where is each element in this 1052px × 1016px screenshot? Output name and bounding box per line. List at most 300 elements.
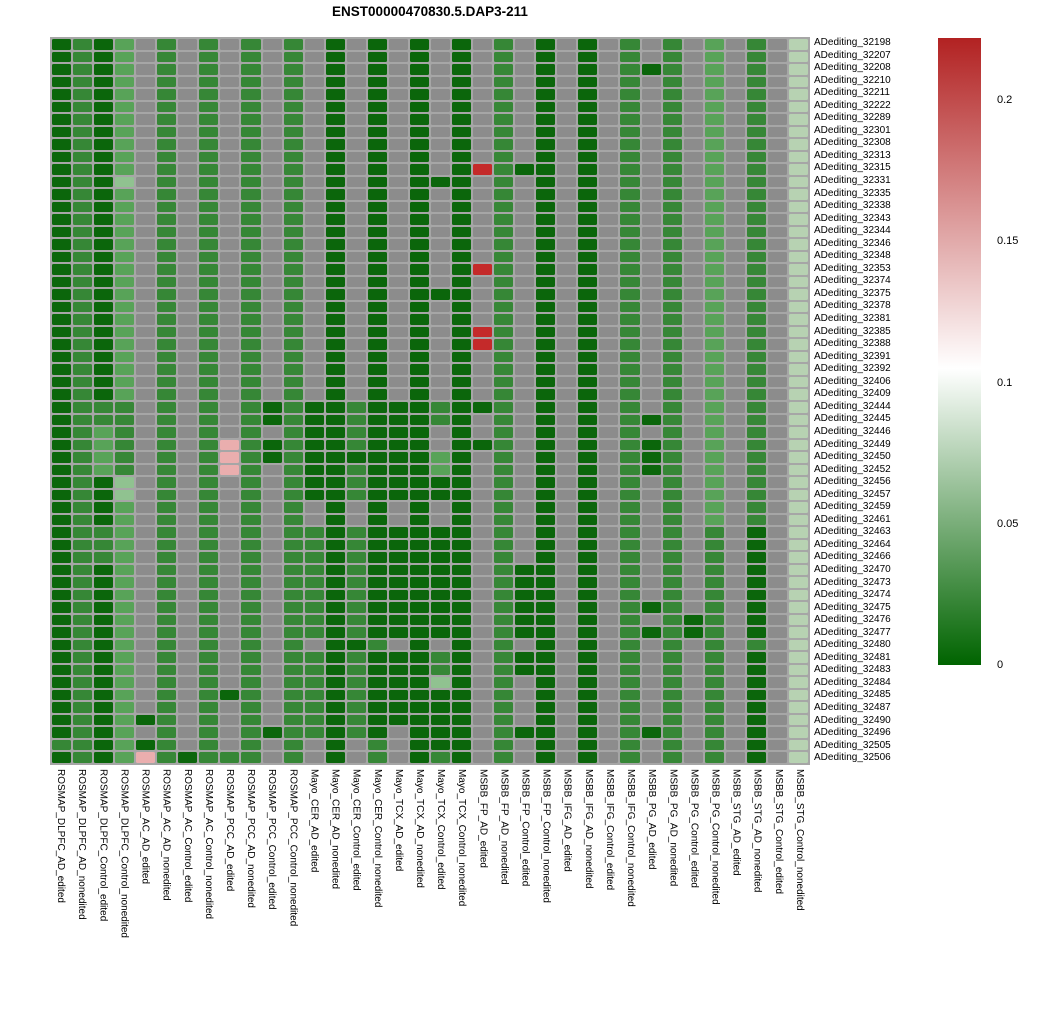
heatmap-cell: [136, 477, 155, 488]
heatmap-cell: [389, 214, 408, 225]
heatmap-cell: [536, 364, 555, 375]
heatmap-cell: [578, 690, 597, 701]
heatmap-cell: [515, 665, 534, 676]
heatmap-cell: [642, 502, 661, 513]
row-label: ADediting_32449: [814, 438, 891, 450]
heatmap-cell: [389, 77, 408, 88]
heatmap-cell: [52, 77, 71, 88]
row-label: ADediting_32481: [814, 651, 891, 663]
heatmap-cell: [663, 677, 682, 688]
heatmap-cell: [473, 364, 492, 375]
heatmap-cell: [620, 227, 639, 238]
heatmap-cell: [663, 627, 682, 638]
row-label: ADediting_32315: [814, 162, 891, 174]
heatmap-cell: [326, 389, 345, 400]
heatmap-cell: [178, 202, 197, 213]
heatmap-cell: [431, 114, 450, 125]
heatmap-cell: [684, 590, 703, 601]
heatmap-cell: [663, 352, 682, 363]
heatmap-cell: [241, 252, 260, 263]
heatmap-cell: [220, 752, 239, 763]
heatmap-cell: [663, 640, 682, 651]
heatmap-cell: [263, 402, 282, 413]
heatmap-cell: [515, 314, 534, 325]
heatmap-cell: [431, 377, 450, 388]
heatmap-cell: [94, 502, 113, 513]
heatmap-cell: [136, 77, 155, 88]
heatmap-cell: [326, 702, 345, 713]
heatmap-cell: [347, 402, 366, 413]
heatmap-cell: [347, 352, 366, 363]
heatmap-cell: [642, 590, 661, 601]
heatmap-cell: [73, 615, 92, 626]
heatmap-cell: [663, 252, 682, 263]
heatmap-cell: [220, 352, 239, 363]
heatmap-cell: [389, 452, 408, 463]
heatmap-cell: [52, 502, 71, 513]
heatmap-cell: [368, 139, 387, 150]
heatmap-cell: [115, 652, 134, 663]
heatmap-cell: [536, 415, 555, 426]
heatmap-cell: [789, 652, 808, 663]
heatmap-cell: [705, 227, 724, 238]
heatmap-cell: [389, 590, 408, 601]
heatmap-cell: [199, 264, 218, 275]
heatmap-cell: [768, 389, 787, 400]
heatmap-cell: [515, 565, 534, 576]
heatmap-cell: [578, 502, 597, 513]
heatmap-cell: [52, 114, 71, 125]
heatmap-cell: [220, 490, 239, 501]
heatmap-cell: [642, 452, 661, 463]
heatmap-cell: [705, 264, 724, 275]
heatmap-cell: [241, 239, 260, 250]
heatmap-cell: [494, 202, 513, 213]
heatmap-cell: [431, 602, 450, 613]
heatmap-cell: [684, 239, 703, 250]
heatmap-cell: [368, 302, 387, 313]
heatmap-cell: [284, 77, 303, 88]
heatmap-cell: [747, 602, 766, 613]
heatmap-cell: [515, 239, 534, 250]
heatmap-cell: [620, 652, 639, 663]
heatmap-cell: [389, 415, 408, 426]
heatmap-cell: [473, 677, 492, 688]
heatmap-cell: [73, 139, 92, 150]
heatmap-cell: [115, 627, 134, 638]
heatmap-cell: [178, 652, 197, 663]
heatmap-cell: [620, 127, 639, 138]
heatmap-cell: [515, 527, 534, 538]
heatmap-cell: [536, 690, 555, 701]
row-label: ADediting_32470: [814, 563, 891, 575]
heatmap-cell: [747, 327, 766, 338]
heatmap-cell: [663, 239, 682, 250]
heatmap-cell: [747, 527, 766, 538]
heatmap-cell: [473, 702, 492, 713]
heatmap-cell: [347, 152, 366, 163]
heatmap-cell: [178, 752, 197, 763]
heatmap-cell: [473, 64, 492, 75]
heatmap-cell: [684, 740, 703, 751]
heatmap-cell: [747, 702, 766, 713]
heatmap-cell: [241, 102, 260, 113]
heatmap-cell: [431, 715, 450, 726]
heatmap-cell: [515, 740, 534, 751]
heatmap-cell: [515, 690, 534, 701]
heatmap-cell: [620, 540, 639, 551]
heatmap-cell: [326, 652, 345, 663]
heatmap-cell: [220, 214, 239, 225]
heatmap-cell: [73, 465, 92, 476]
heatmap-cell: [115, 164, 134, 175]
heatmap-cell: [431, 752, 450, 763]
row-label: ADediting_32344: [814, 225, 891, 237]
heatmap-cell: [410, 177, 429, 188]
heatmap-cell: [705, 627, 724, 638]
heatmap-cell: [389, 364, 408, 375]
col-label: Mayo_CER_AD_nonedited: [329, 769, 341, 890]
heatmap-cell: [220, 239, 239, 250]
heatmap-cell: [473, 352, 492, 363]
heatmap-cell: [305, 177, 324, 188]
heatmap-cell: [263, 627, 282, 638]
heatmap-cell: [578, 364, 597, 375]
heatmap-cell: [136, 114, 155, 125]
heatmap-cell: [494, 527, 513, 538]
heatmap-cell: [368, 377, 387, 388]
row-label: ADediting_32335: [814, 187, 891, 199]
heatmap-cell: [789, 752, 808, 763]
heatmap-cell: [557, 377, 576, 388]
heatmap-cell: [599, 339, 618, 350]
heatmap-cell: [52, 302, 71, 313]
heatmap-cell: [178, 402, 197, 413]
heatmap-cell: [515, 64, 534, 75]
row-labels: [814, 37, 944, 765]
heatmap-cell: [557, 352, 576, 363]
heatmap-cell: [94, 490, 113, 501]
heatmap-cell: [94, 389, 113, 400]
heatmap-cell: [241, 339, 260, 350]
heatmap-cell: [642, 177, 661, 188]
heatmap-cell: [263, 652, 282, 663]
heatmap-cell: [94, 615, 113, 626]
heatmap-cell: [389, 64, 408, 75]
heatmap-cell: [115, 377, 134, 388]
heatmap-cell: [473, 502, 492, 513]
heatmap-cell: [136, 364, 155, 375]
heatmap-cell: [284, 214, 303, 225]
heatmap-cell: [557, 677, 576, 688]
heatmap-cell: [536, 652, 555, 663]
heatmap-cell: [73, 277, 92, 288]
heatmap-cell: [789, 339, 808, 350]
heatmap-cell: [284, 502, 303, 513]
heatmap-cell: [557, 540, 576, 551]
heatmap-cell: [389, 727, 408, 738]
heatmap-cell: [220, 139, 239, 150]
heatmap-cell: [73, 640, 92, 651]
heatmap-cell: [536, 239, 555, 250]
heatmap-cell: [663, 139, 682, 150]
heatmap-cell: [747, 427, 766, 438]
heatmap-cell: [452, 239, 471, 250]
heatmap-cell: [663, 77, 682, 88]
heatmap-cell: [515, 177, 534, 188]
heatmap-cell: [620, 452, 639, 463]
heatmap-cell: [305, 652, 324, 663]
heatmap-cell: [347, 415, 366, 426]
heatmap-cell: [642, 277, 661, 288]
heatmap-cell: [326, 665, 345, 676]
row-label: ADediting_32487: [814, 701, 891, 713]
heatmap-cell: [94, 89, 113, 100]
heatmap-cell: [389, 139, 408, 150]
heatmap-cell: [199, 289, 218, 300]
heatmap-cell: [199, 89, 218, 100]
heatmap-cell: [705, 314, 724, 325]
heatmap-cell: [326, 602, 345, 613]
heatmap-cell: [347, 652, 366, 663]
heatmap-cell: [494, 127, 513, 138]
col-label: Mayo_TCX_Control_nonedited: [456, 769, 468, 907]
heatmap-cell: [136, 490, 155, 501]
heatmap-cell: [705, 452, 724, 463]
heatmap-cell: [663, 552, 682, 563]
heatmap-cell: [157, 590, 176, 601]
heatmap-cell: [789, 440, 808, 451]
heatmap-cell: [52, 590, 71, 601]
heatmap-cell: [768, 527, 787, 538]
heatmap-cell: [136, 252, 155, 263]
heatmap-cell: [452, 665, 471, 676]
heatmap-cell: [263, 239, 282, 250]
heatmap-cell: [452, 114, 471, 125]
heatmap-cell: [178, 527, 197, 538]
heatmap-cell: [663, 502, 682, 513]
heatmap-cell: [263, 377, 282, 388]
heatmap-cell: [199, 427, 218, 438]
heatmap-cell: [768, 327, 787, 338]
heatmap-cell: [52, 440, 71, 451]
heatmap-cell: [136, 239, 155, 250]
heatmap-cell: [599, 702, 618, 713]
heatmap-cell: [726, 715, 745, 726]
heatmap-cell: [347, 252, 366, 263]
heatmap-cell: [368, 77, 387, 88]
heatmap-cell: [642, 440, 661, 451]
heatmap-cell: [789, 452, 808, 463]
heatmap-cell: [620, 515, 639, 526]
heatmap-cell: [768, 202, 787, 213]
heatmap-cell: [663, 214, 682, 225]
heatmap-cell: [410, 214, 429, 225]
heatmap-cell: [305, 590, 324, 601]
heatmap-cell: [452, 715, 471, 726]
heatmap-cell: [705, 665, 724, 676]
heatmap-cell: [94, 477, 113, 488]
heatmap-cell: [705, 102, 724, 113]
heatmap-cell: [115, 590, 134, 601]
heatmap-cell: [115, 389, 134, 400]
heatmap-cell: [305, 227, 324, 238]
heatmap-cell: [305, 352, 324, 363]
heatmap-cell: [284, 615, 303, 626]
heatmap-cell: [620, 364, 639, 375]
heatmap-cell: [368, 389, 387, 400]
heatmap-cell: [642, 665, 661, 676]
heatmap-cell: [178, 127, 197, 138]
heatmap-cell: [578, 152, 597, 163]
heatmap-cell: [178, 114, 197, 125]
heatmap-cell: [241, 727, 260, 738]
heatmap-cell: [157, 452, 176, 463]
heatmap-cell: [52, 127, 71, 138]
heatmap-cell: [705, 702, 724, 713]
heatmap-cell: [94, 465, 113, 476]
heatmap-cell: [94, 52, 113, 63]
heatmap-cell: [178, 377, 197, 388]
heatmap-cell: [305, 239, 324, 250]
heatmap-cell: [663, 152, 682, 163]
heatmap-cell: [199, 665, 218, 676]
heatmap-cell: [494, 602, 513, 613]
heatmap-cell: [705, 590, 724, 601]
heatmap-cell: [726, 690, 745, 701]
heatmap-cell: [389, 189, 408, 200]
heatmap-cell: [452, 677, 471, 688]
heatmap-cell: [473, 277, 492, 288]
heatmap-cell: [620, 427, 639, 438]
heatmap-cell: [768, 289, 787, 300]
heatmap-cell: [73, 715, 92, 726]
heatmap-cell: [494, 415, 513, 426]
heatmap-cell: [768, 264, 787, 275]
heatmap-cell: [431, 677, 450, 688]
row-label: ADediting_32348: [814, 250, 891, 262]
heatmap-cell: [557, 152, 576, 163]
heatmap-cell: [536, 252, 555, 263]
heatmap-cell: [578, 415, 597, 426]
heatmap-cell: [789, 502, 808, 513]
heatmap-cell: [642, 364, 661, 375]
heatmap-cell: [789, 465, 808, 476]
heatmap-cell: [389, 327, 408, 338]
heatmap-cell: [389, 565, 408, 576]
heatmap-cell: [220, 327, 239, 338]
heatmap-cell: [347, 339, 366, 350]
heatmap-cell: [557, 39, 576, 50]
heatmap-cell: [410, 39, 429, 50]
row-label: ADediting_32461: [814, 513, 891, 525]
heatmap-cell: [368, 727, 387, 738]
heatmap-cell: [136, 415, 155, 426]
heatmap-cell: [789, 352, 808, 363]
heatmap-cell: [389, 239, 408, 250]
heatmap-cell: [52, 227, 71, 238]
heatmap-cell: [789, 52, 808, 63]
heatmap-cell: [389, 314, 408, 325]
heatmap-cell: [199, 314, 218, 325]
col-label: ROSMAP_PCC_AD_edited: [223, 769, 235, 892]
heatmap-cell: [73, 402, 92, 413]
heatmap-cell: [115, 602, 134, 613]
heatmap-cell: [789, 590, 808, 601]
heatmap-cell: [747, 752, 766, 763]
heatmap-cell: [515, 77, 534, 88]
heatmap-cell: [347, 39, 366, 50]
heatmap-cell: [726, 515, 745, 526]
heatmap-cell: [178, 52, 197, 63]
heatmap-cell: [73, 440, 92, 451]
heatmap-cell: [52, 152, 71, 163]
heatmap-cell: [73, 39, 92, 50]
heatmap-cell: [705, 502, 724, 513]
heatmap-cell: [263, 189, 282, 200]
heatmap-cell: [52, 727, 71, 738]
heatmap-cell: [263, 314, 282, 325]
heatmap-cell: [157, 490, 176, 501]
legend-colorbar: [938, 38, 981, 665]
heatmap-cell: [199, 164, 218, 175]
row-label: ADediting_32308: [814, 137, 891, 149]
heatmap-cell: [178, 477, 197, 488]
heatmap-cell: [789, 202, 808, 213]
row-label: ADediting_32484: [814, 676, 891, 688]
heatmap-cell: [515, 52, 534, 63]
heatmap-cell: [94, 452, 113, 463]
heatmap-cell: [157, 627, 176, 638]
heatmap-cell: [410, 752, 429, 763]
heatmap-cell: [157, 565, 176, 576]
heatmap-cell: [747, 64, 766, 75]
heatmap-cell: [115, 715, 134, 726]
heatmap-cell: [494, 590, 513, 601]
heatmap-cell: [452, 602, 471, 613]
heatmap-cell: [305, 615, 324, 626]
heatmap-cell: [410, 314, 429, 325]
heatmap-cell: [620, 89, 639, 100]
heatmap-cell: [578, 752, 597, 763]
heatmap-cell: [410, 690, 429, 701]
heatmap-cell: [473, 465, 492, 476]
heatmap-cell: [305, 189, 324, 200]
heatmap-cell: [263, 227, 282, 238]
heatmap-cell: [199, 477, 218, 488]
heatmap-cell: [347, 314, 366, 325]
heatmap-cell: [115, 665, 134, 676]
heatmap-cell: [263, 440, 282, 451]
heatmap-cell: [642, 427, 661, 438]
heatmap-cell: [178, 552, 197, 563]
heatmap-cell: [347, 202, 366, 213]
heatmap-cell: [199, 752, 218, 763]
heatmap-cell: [389, 102, 408, 113]
heatmap-cell: [52, 289, 71, 300]
heatmap-cell: [684, 152, 703, 163]
heatmap-cell: [768, 602, 787, 613]
heatmap-cell: [494, 452, 513, 463]
heatmap-cell: [789, 177, 808, 188]
heatmap-cell: [557, 465, 576, 476]
heatmap-cell: [494, 640, 513, 651]
heatmap-cell: [52, 239, 71, 250]
heatmap-cell: [789, 264, 808, 275]
heatmap-cell: [768, 552, 787, 563]
heatmap-cell: [178, 277, 197, 288]
heatmap-cell: [389, 339, 408, 350]
